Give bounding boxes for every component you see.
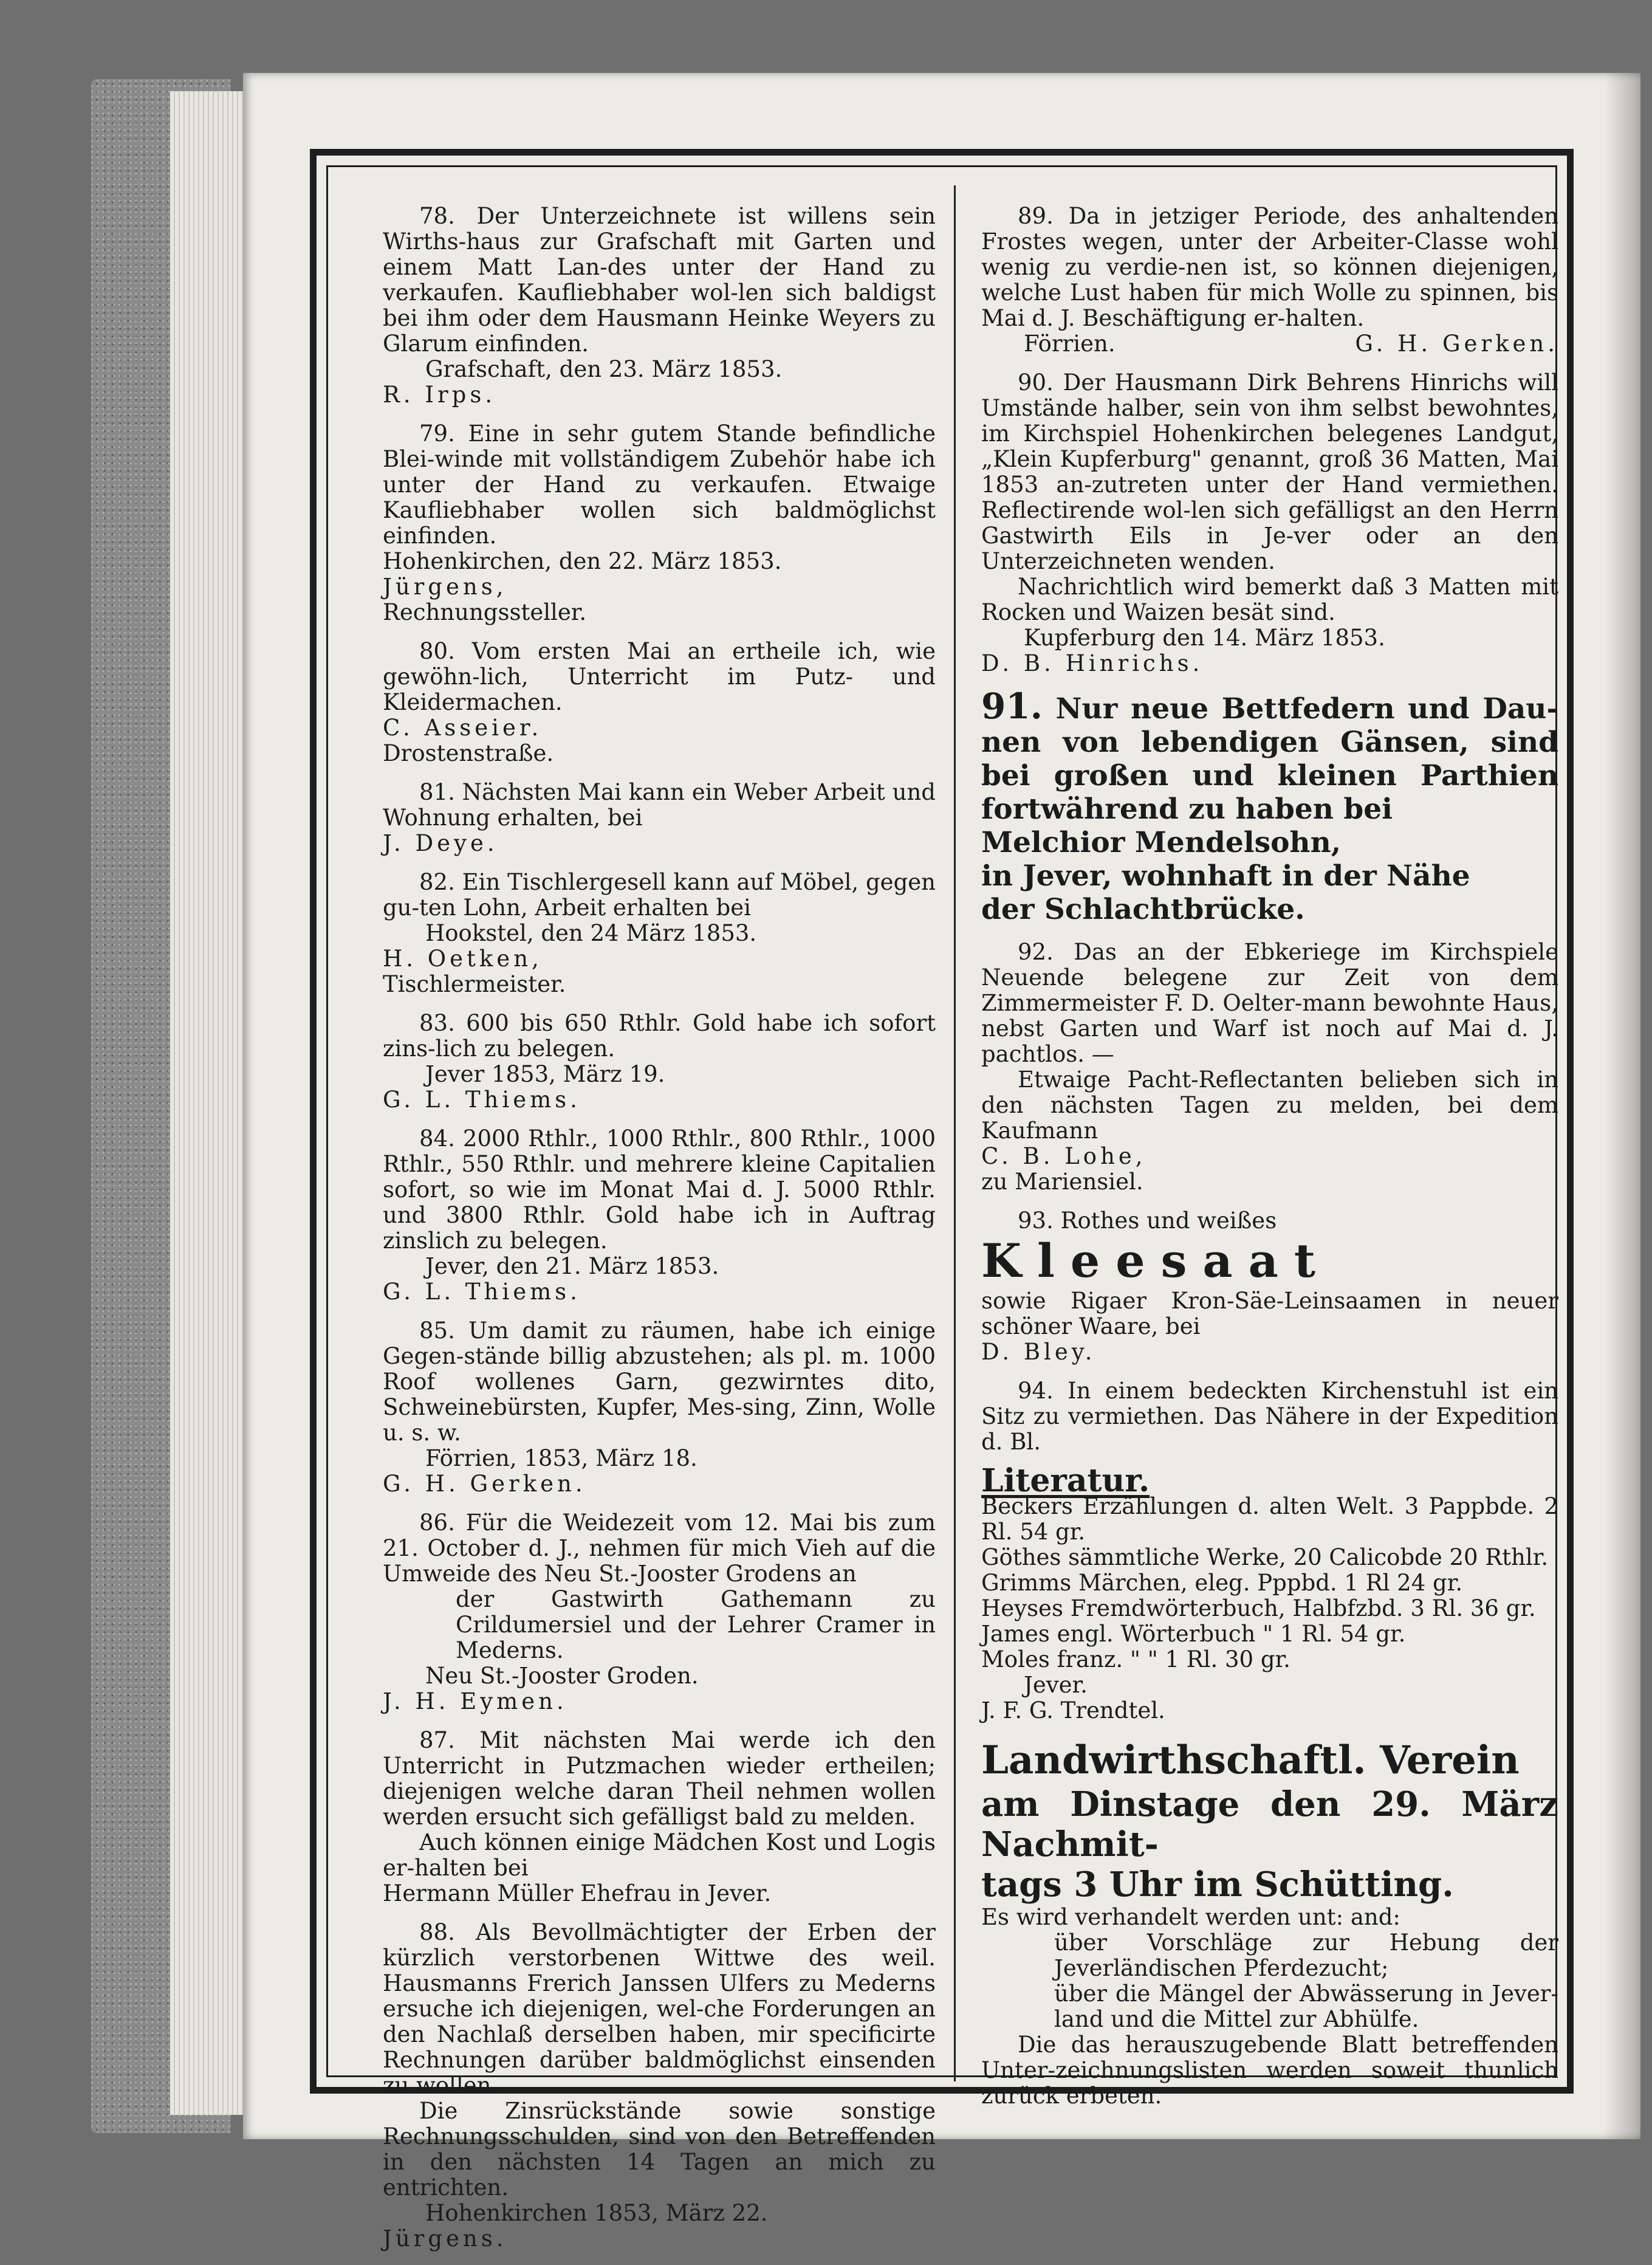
page-shadow	[1604, 73, 1640, 2139]
ad-signature: Jürgens,	[383, 574, 507, 600]
ad-92	[981, 940, 1558, 1195]
ad-83	[383, 1011, 936, 1113]
ad-89	[981, 204, 1558, 357]
ad-signature: G. H. Gerken.	[383, 1471, 586, 1497]
ad-text: sowie Rigaer Kron-Säe-Leinsaamen in neuer schöner Waare, bei	[981, 1288, 1558, 1339]
ad-signature: J. F. G. Trendtel.	[981, 1697, 1165, 1724]
ad-signature: H. Oetken,	[383, 946, 543, 972]
ad-text-second: Auch können einige Mädchen Kost und Logis er-halten bei	[383, 1829, 936, 1881]
ad-signature: Jürgens.	[383, 2225, 507, 2252]
announcement-subtitle-2: tags 3 Uhr im Schütting.	[981, 1865, 1454, 1905]
agenda-item: über Vorschläge zur Hebung der Jeverländischen Pferdezucht;	[1054, 1930, 1558, 1981]
ad-87	[383, 1728, 936, 1906]
ad-text: Nur neue Bettfedern und Dau-nen von lebendigen Gänsen, sind bei großen und kleinen Parthien fortwährend zu haben bei	[981, 692, 1558, 826]
ad-text: 84. 2000 Rthlr., 1000 Rthlr., 800 Rthlr., 1000 Rthlr., 550 Rthlr. und mehrere kleine Capitalien sofort, so wie im Monat Mai d. J. 5000 Rthlr. und 3800 Rthlr. Gold habe ich in Auftrag zinslich zu belegen.	[383, 1126, 936, 1254]
ad-signature-title: Rechnungssteller.	[383, 599, 587, 625]
ad-address: in Jever, wohnhaft in der Nähe	[981, 859, 1470, 893]
ad-address-2: der Schlachtbrücke.	[981, 893, 1305, 926]
announcement-footer: Die das herauszugebende Blatt betreffenden Unter-zeichnungslisten werden soweit thunlich zurück erbeten.	[981, 2032, 1558, 2109]
book-item: Beckers Erzählungen d. alten Welt. 3 Pappbde. 2 Rl. 54 gr.	[981, 1493, 1558, 1545]
ad-84	[383, 1126, 936, 1305]
ad-text: 80. Vom ersten Mai an ertheile ich, wie gewöhn-lich, Unterricht im Putz- und Kleidermachen.	[383, 638, 936, 715]
ad-place: Hohenkirchen 1853, März 22.	[425, 2200, 768, 2226]
section-title: Literatur.	[981, 1462, 1150, 1499]
ad-merchant-name: Melchior Mendelsohn,	[981, 826, 1342, 859]
ad-text: 85. Um damit zu räumen, habe ich einige Gegen-stände billig abzustehen; als pl. m. 1000 Roof wollenes Garn, gezwirntes dito, Schweinebürsten, Kupfer, Mes-sing, Zinn, Wolle u. s. w.	[383, 1318, 936, 1446]
ad-place: Neu St.-Jooster Groden.	[425, 1663, 699, 1689]
ad-86	[383, 1510, 936, 1714]
ad-79	[383, 421, 936, 625]
announcement-title: Landwirthschaftl. Verein	[981, 1737, 1520, 1783]
ad-text-second: Die Zinsrückstände sowie sonstige Rechnungsschulden, sind von den Betreffenden in den nächsten 14 Tagen an mich zu entrichten.	[383, 2098, 936, 2201]
ad-text-sub: der Gastwirth Gathemann zu Crildumersiel und der Lehrer Cramer in Mederns.	[456, 1586, 936, 1663]
ad-text: 88. Als Bevollmächtigter der Erben der kürzlich verstorbenen Wittwe des weil. Hausmanns Frerich Janssen Ulfers zu Mederns ersuche ich diejenigen, wel-che Forderungen an den Nachlaß derselben haben, mir specificirte Rechnungen darüber baldmöglichst einsenden zu wollen.	[383, 1919, 936, 2098]
literatur-section	[981, 1462, 1558, 1724]
ad-text: 82. Ein Tischlergesell kann auf Möbel, gegen gu-ten Lohn, Arbeit erhalten bei	[383, 869, 936, 921]
ad-place-line	[981, 331, 1558, 357]
column-divider	[954, 185, 956, 2081]
ad-85	[383, 1318, 936, 1497]
right-column	[981, 204, 1558, 2122]
verein-announcement	[981, 1737, 1558, 2109]
page-frame-inner	[326, 165, 1558, 2252]
ad-text: 79. Eine in sehr gutem Stande befindliche Blei-winde mit vollständigem Zubehör habe ich unter der Hand zu verkaufen. Etwaige Kaufliebhaber wollen sich baldmöglichst einfinden.	[383, 421, 936, 549]
book-item: Moles franz. " " 1 Rl. 30 gr.	[981, 1646, 1290, 1672]
ad-94	[981, 1378, 1558, 1455]
ad-intro: 93. Rothes und weißes	[1018, 1208, 1277, 1234]
ad-93	[981, 1208, 1558, 1365]
ad-signature: D. Bley.	[981, 1339, 1096, 1365]
ad-90	[981, 370, 1558, 676]
agenda-item: über die Mängel der Abwässerung in Jever-land und die Mittel zur Abhülfe.	[1054, 1981, 1558, 2032]
ad-signature: G. L. Thiems.	[383, 1087, 581, 1113]
ad-text: 94. In einem bedeckten Kirchenstuhl ist ein Sitz zu vermiethen. Das Nähere in der Expedition d. Bl.	[981, 1378, 1558, 1455]
ad-place: Förrien.	[1024, 331, 1116, 357]
ad-signature: J. H. Eymen.	[383, 1688, 567, 1714]
ad-88	[383, 1920, 936, 2252]
ad-place: Jever 1853, März 19.	[425, 1061, 665, 1087]
ad-place: Jever, den 21. März 1853.	[425, 1253, 719, 1279]
ad-number: 91.	[981, 686, 1043, 727]
ad-signature: Hermann Müller Ehefrau in Jever.	[383, 1880, 772, 1906]
ad-signature: C. Asseier.	[383, 715, 543, 741]
ad-signature-place: zu Mariensiel.	[981, 1169, 1143, 1195]
ad-text: 89. Da in jetziger Periode, des anhaltenden Frostes wegen, unter der Arbeiter-Classe wohl wenig zu verdie-nen ist, so können diejenigen, welche Lust haben für mich Wolle zu spinnen, bis Mai d. J. Beschäftigung er-halten.	[981, 203, 1558, 331]
ad-signature: G. L. Thiems.	[383, 1279, 581, 1305]
ad-signature: C. B. Lohe,	[981, 1143, 1146, 1169]
ad-text: 81. Nächsten Mai kann ein Weber Arbeit und Wohnung erhalten, bei	[383, 779, 936, 831]
ad-81	[383, 780, 936, 856]
book-item: Heyses Fremdwörterbuch, Halbfzbd. 3 Rl. 36 gr.	[981, 1595, 1536, 1621]
ad-78	[383, 204, 936, 408]
ad-place: Kupferburg den 14. März 1853.	[1024, 625, 1385, 651]
ad-text: 90. Der Hausmann Dirk Behrens Hinrichs will Umstände halber, sein von ihm selbst bewohntes, im Kirchspiel Hohenkirchen belegenes Landgut, „Klein Kupferburg" genannt, groß 36 Matten, Mai 1853 an-zutreten unter der Hand vermiethen. Reflectirende wol-len sich gefälligst an den Herrn Gastwirth Eils in Je-ver oder an den Unterzeichneten wenden.	[981, 369, 1558, 574]
ad-signature: G. H. Gerken.	[1355, 331, 1558, 357]
newspaper-page	[243, 73, 1640, 2252]
announcement-intro: Es wird verhandelt werden unt: and:	[981, 1904, 1400, 1930]
ad-82	[383, 870, 936, 997]
left-column	[383, 204, 936, 2265]
ad-headline: Kleesaat	[981, 1234, 1332, 1288]
ad-place: Jever.	[1024, 1672, 1088, 1698]
ad-text: 86. Für die Weidezeit vom 12. Mai bis zum 21. October d. J., nehmen für mich Vieh auf die Umweide des Neu St.-Jooster Grodens an	[383, 1510, 936, 1587]
ad-91	[981, 686, 1558, 926]
page-frame	[310, 149, 1574, 2252]
page-edges	[170, 91, 255, 2115]
ad-text: 87. Mit nächsten Mai werde ich den Unterricht in Putzmachen wieder ertheilen; diejenigen welche daran Theil nehmen wollen werden ersucht sich gefälligst bald zu melden.	[383, 1727, 936, 1830]
book-item: James engl. Wörterbuch " 1 Rl. 54 gr.	[981, 1621, 1406, 1647]
ad-text: 83. 600 bis 650 Rthlr. Gold habe ich sofort zins-lich zu belegen.	[383, 1010, 936, 1062]
book-item: Grimms Märchen, eleg. Pppbd. 1 Rl 24 gr.	[981, 1570, 1463, 1596]
ad-signature-title: Drostenstraße.	[383, 740, 554, 766]
ad-signature-title: Tischlermeister.	[383, 971, 566, 997]
ad-signature: D. B. Hinrichs.	[981, 650, 1204, 676]
ad-place: Hookstel, den 24 März 1853.	[425, 920, 757, 946]
ad-signature: J. Deye.	[383, 830, 498, 856]
ad-signature: R. Irps.	[383, 382, 496, 408]
ad-text-second: Etwaige Pacht-Reflectanten belieben sich in den nächsten Tagen zu melden, bei dem Kaufmann	[981, 1067, 1558, 1144]
announcement-subtitle: am Dinstage den 29. März Nachmit-	[981, 1784, 1558, 1865]
ad-place: Grafschaft, den 23. März 1853.	[425, 356, 783, 382]
book-item: Göthes sämmtliche Werke, 20 Calicobde 20 Rthlr.	[981, 1544, 1549, 1570]
ad-place: Hohenkirchen, den 22. März 1853.	[383, 548, 782, 574]
ad-80	[383, 639, 936, 766]
ad-place: Förrien, 1853, März 18.	[425, 1445, 697, 1471]
ad-text: 92. Das an der Ebkeriege im Kirchspiele Neuende belegene zur Zeit von dem Zimmermeister F. D. Oelter-mann bewohnte Haus, nebst Garten und Warf ist noch auf Mai d. J. pachtlos. —	[981, 939, 1558, 1067]
ad-text: 78. Der Unterzeichnete ist willens sein Wirths-haus zur Grafschaft mit Garten und einem Matt Lan-des unter der Hand zu verkaufen. Kaufliebhaber wol-len sich baldigst bei ihm oder dem Hausmann Heinke Weyers zu Glarum einfinden.	[383, 203, 936, 357]
ad-text-second: Nachrichtlich wird bemerkt daß 3 Matten mit Rocken und Waizen besät sind.	[981, 574, 1558, 625]
